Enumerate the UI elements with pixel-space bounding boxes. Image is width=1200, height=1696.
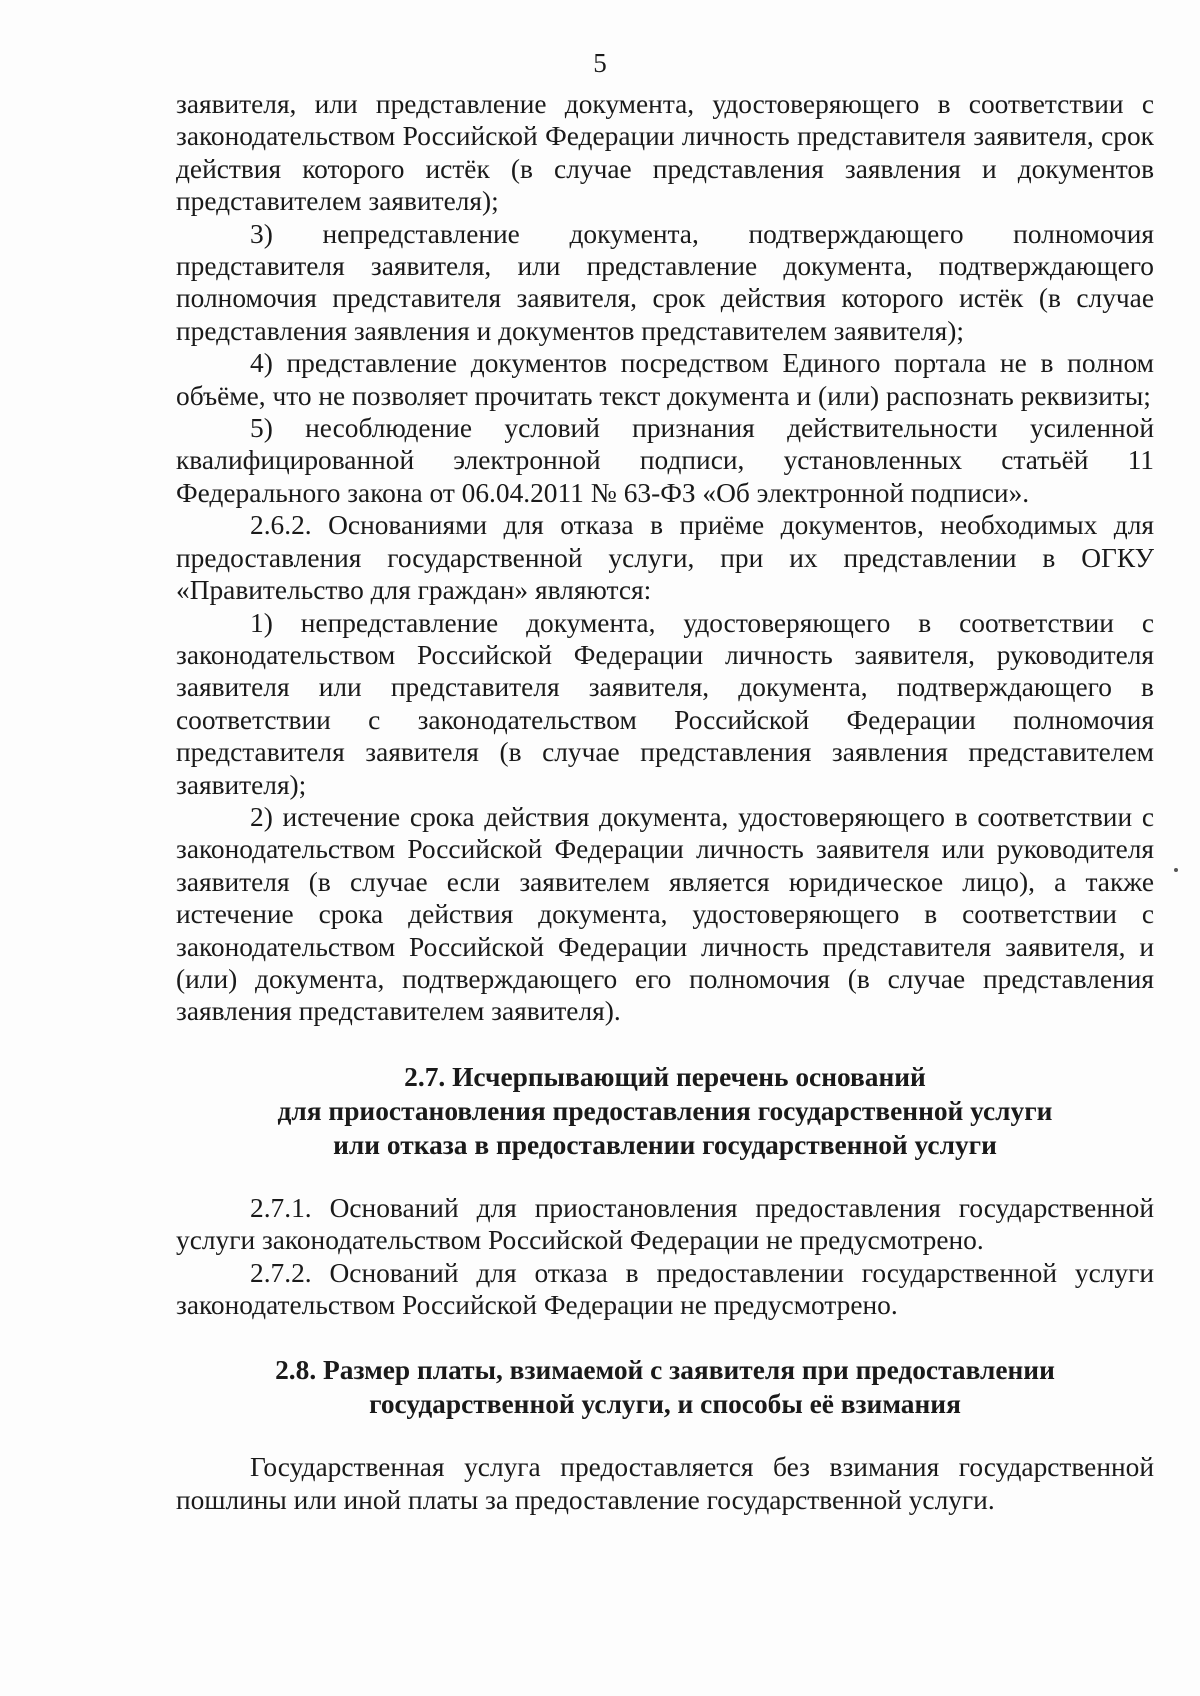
list-item-5: 5) несоблюдение условий признания действительности усиленной квалифицированной электронной подписи, установленных статьёй 11 Федерального закона от 06.04.2011 № 63-ФЗ «Об электронной подписи». (176, 413, 1154, 508)
clause-2-8-text: Государственная услуга предоставляется без взимания государственной пошлины или иной платы за предоставление государственной услуги. (176, 1452, 1154, 1515)
clause-2-6-2-item-2: 2) истечение срока действия документа, удостоверяющего в соответствии с законодательством Российской Федерации личность заявителя или руководителя заявителя (в случае если заявителем является юридическое лицо), а также истечение срока действия документа, удостоверяющего в соответствии с законодательством Российской Федерации личность представителя заявителя, и (или) документа, подтверждающего его полномочия (в случае представления заявления представителем заявителя). (176, 801, 1154, 1027)
heading-line: для приостановления предоставления государственной услуги (277, 1095, 1053, 1126)
clause-2-6-2: 2.6.2. Основаниями для отказа в приёме документов, необходимых для предоставления государственной услуги, при их представлении в ОГКУ «Правительство для граждан» являются: (176, 510, 1154, 606)
document-body (176, 88, 1154, 1516)
paragraph-continuation: заявителя, или представление документа, удостоверяющего в соответствии с законодательством Российской Федерации личность представителя заявителя, срок действия которого истёк (в случае представления заявления и документов представителем заявителя); (176, 89, 1154, 217)
clause-2-6-2-item-1: 1) непредставление документа, удостоверяющего в соответствии с законодательством Российской Федерации личность заявителя, руководителя заявителя или представителя заявителя, документа, подтверждающего в соответствии с законодательством Российской Федерации полномочия представителя заявителя (в случае представления заявления представителем заявителя); (176, 607, 1154, 800)
section-heading-2-7 (176, 1060, 1154, 1162)
section-heading-2-8 (176, 1353, 1154, 1421)
scan-dot-mark (1174, 868, 1178, 872)
heading-line: или отказа в предоставлении государственной услуги (333, 1129, 997, 1160)
list-item-4: 4) представление документов посредством Единого портала не в полном объёме, что не позволяет прочитать текст документа и (или) распознать реквизиты; (176, 348, 1154, 411)
list-item-3: 3) непредставление документа, подтверждающего полномочия представителя заявителя, или представление документа, подтверждающего полномочия представителя заявителя, срок действия которого истёк (в случае представления заявления и документов представителем заявителя); (176, 218, 1154, 346)
clause-2-7-1: 2.7.1. Оснований для приостановления предоставления государственной услуги законодательством Российской Федерации не предусмотрено. (176, 1192, 1154, 1256)
heading-line: 2.8. Размер платы, взимаемой с заявителя при предоставлении (275, 1355, 1055, 1386)
page-number: 5 (593, 48, 607, 78)
heading-line: 2.7. Исчерпывающий перечень оснований (404, 1061, 926, 1092)
clause-2-7-2: 2.7.2. Оснований для отказа в предоставлении государственной услуги законодательством Российской Федерации не предусмотрено. (176, 1257, 1154, 1320)
heading-line: государственной услуги, и способы её взимания (369, 1389, 961, 1420)
